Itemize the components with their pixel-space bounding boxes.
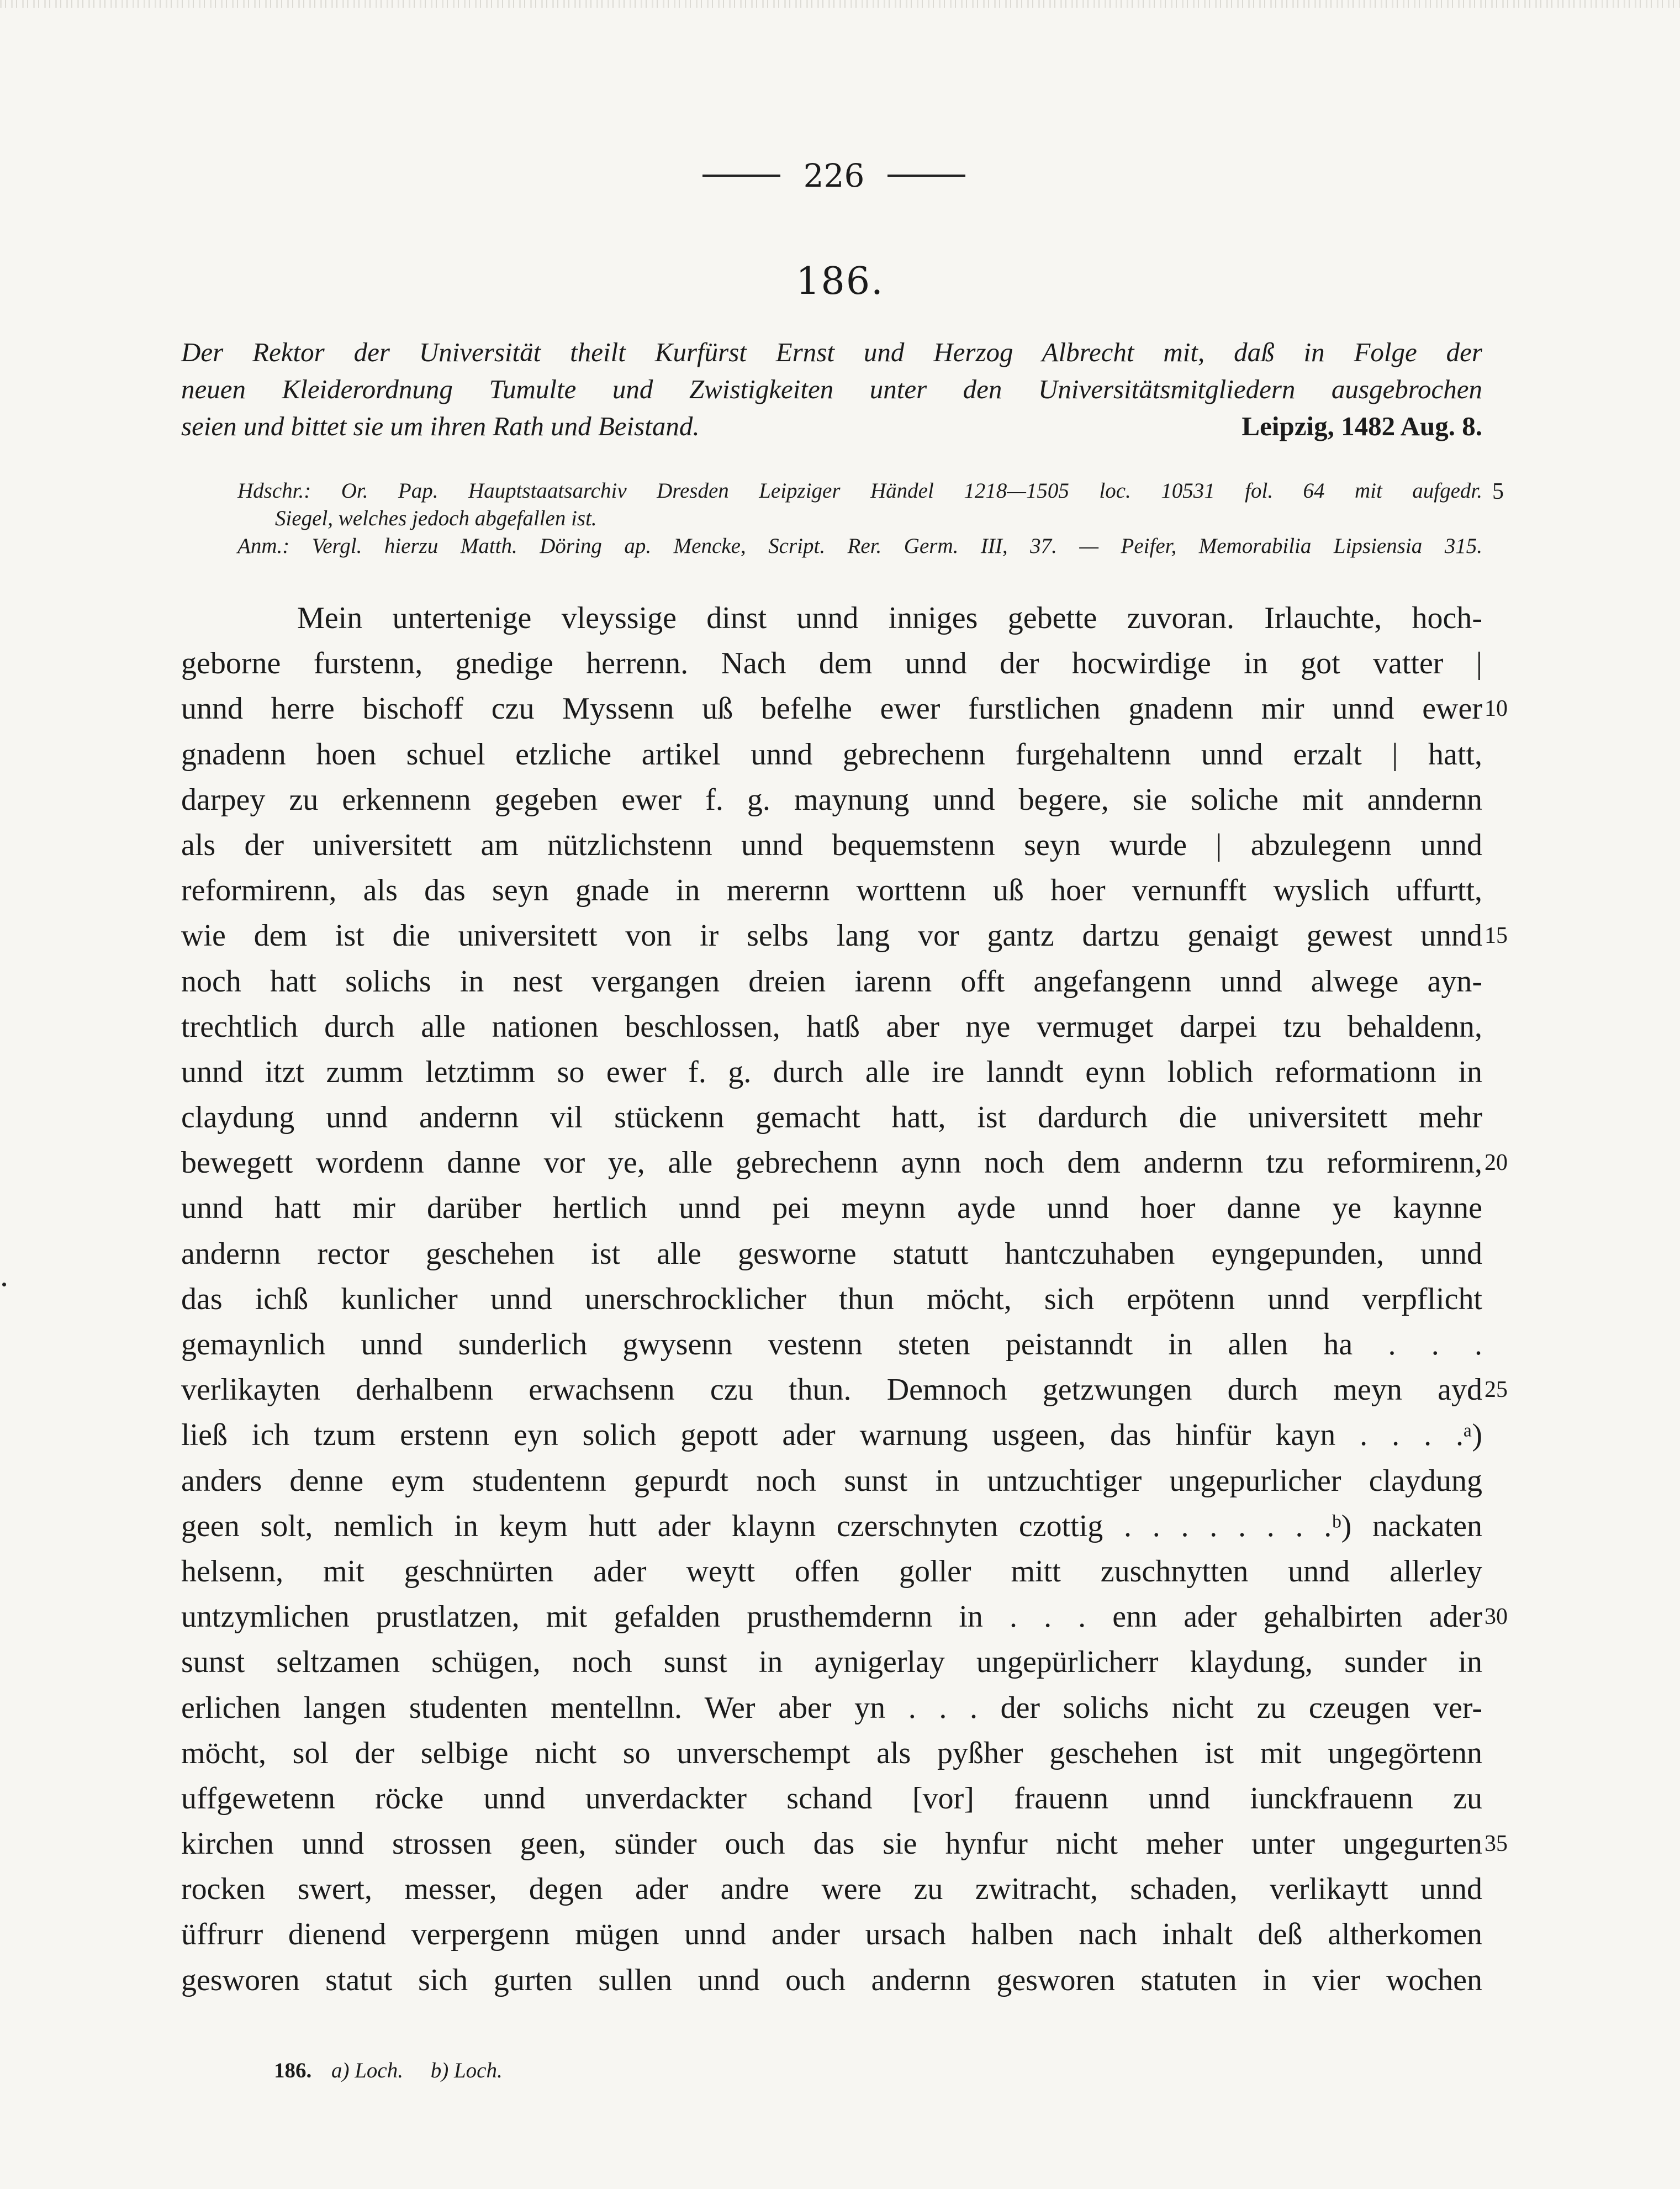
body-line: [181, 1549, 1482, 1594]
body-line: [181, 1685, 1482, 1731]
body-line-text: andernn rector geschehen ist alle gesworne statutt hantczuhaben eyngepunden, unnd: [181, 1236, 1482, 1271]
body-line: [181, 732, 1482, 777]
line-number: 30: [1484, 1604, 1508, 1630]
footnote-item: b) Loch.: [430, 2059, 503, 2082]
footnotes: [274, 2058, 525, 2083]
page-number: 226: [803, 157, 865, 194]
line-number: 25: [1484, 1377, 1508, 1403]
body-line-text: erlichen langen studenten mentellnn. Wer aber yn . . . der solichs nicht zu czeugen ver-: [181, 1690, 1482, 1725]
body-line-text: wie dem ist die universitett von ir selbs lang vor gantz dartzu genaigt gewest unnd: [181, 919, 1482, 953]
source-line: Hdschr.: Or. Pap. Hauptstaatsarchiv Dresden Leipziger Händel 1218—1505 loc. 10531 fol. 64 mit aufgedr.: [237, 479, 1482, 503]
body-line-text: reformirenn, als das seyn gnade in merernn worttenn uß hoer vernunfft wyslich uffurtt,: [181, 873, 1482, 908]
body-line: [181, 1821, 1508, 1866]
body-line: [181, 1277, 1482, 1322]
body-line-text: claydung unnd andernn vil stückenn gemacht hatt, ist dardurch die universitett mehr: [181, 1100, 1482, 1135]
body-line: [181, 777, 1482, 822]
body-line-text: möcht, sol der selbige nicht so unverschempt als pyßher geschehen ist mit ungegörtenn: [181, 1736, 1482, 1770]
body-line-text: anders denne eym studentenn gepurdt noch sunst in untzuchtiger ungepurlicher claydung: [181, 1463, 1482, 1498]
body-line: [181, 959, 1482, 1004]
body-line-text: unnd itzt zumm letztimm so ewer f. g. durch alle ire lanndt eynn loblich reformationn in: [181, 1054, 1482, 1089]
body-line-text: gesworen statut sich gurten sullen unnd ouch andernn gesworen statuten in vier wochen: [181, 1963, 1482, 1997]
scan-edge-noise: [0, 0, 1680, 8]
body-line-text: darpey zu erkennenn gegeben ewer f. g. maynung unnd begere, sie soliche mit anndernn: [181, 782, 1482, 817]
body-line: [181, 1049, 1482, 1095]
line-number: 5: [1492, 479, 1504, 504]
body-line: [181, 1776, 1482, 1821]
body-line: [181, 1322, 1482, 1367]
body-line-text: noch hatt solichs in nest vergangen dreien iarenn offt angefangenn unnd alwege ayn-: [181, 964, 1482, 999]
body-line-text: helsenn, mit geschnürten ader weytt offen goller mitt zuschnytten unnd allerley: [181, 1554, 1482, 1589]
body-line-text: üffrurr dienend verpergenn mügen unnd ander ursach halben nach inhalt deß altherkomen: [181, 1917, 1482, 1952]
line-number: 15: [1484, 923, 1508, 949]
body-line: [181, 1095, 1482, 1140]
body-line: [181, 822, 1482, 868]
body-line: [181, 686, 1508, 731]
body-line-text: unnd herre bischoff czu Myssenn uß befelhe ewer furstlichen gnadenn mir unnd ewer: [181, 692, 1482, 726]
letter-body: [181, 595, 1508, 2003]
body-line-text: geen solt, nemlich in keym hutt ader klaynn czerschnyten czottig . . . . . . . .ᵇ) nackaten: [181, 1508, 1482, 1543]
body-line: [181, 1367, 1508, 1412]
body-line: [181, 595, 1482, 641]
body-line-text: rocken swert, messer, degen ader andre were zu zwitracht, schaden, verlikaytt unnd: [181, 1872, 1482, 1907]
line-number: 35: [1484, 1831, 1508, 1857]
body-line-text: unnd hatt mir darüber hertlich unnd pei meynn ayde unnd hoer danne ye kaynne: [181, 1191, 1482, 1226]
body-line-text: kirchen unnd strossen geen, sünder ouch das sie hynfur nicht meher unter ungegurten: [181, 1827, 1482, 1861]
body-line-text: untzymlichen prustlatzen, mit gefalden prusthemdernn in . . . enn ader gehalbirten ader: [181, 1600, 1482, 1634]
footnote-document-number: 186.: [274, 2059, 312, 2082]
document-summary: [181, 334, 1482, 445]
body-line: [181, 1866, 1482, 1912]
body-line: [181, 1594, 1508, 1639]
body-line-text: das ichß kunlicher unnd unerschrocklicher thun möcht, sich erpötenn unnd verpflicht: [181, 1281, 1482, 1316]
body-line: [181, 1185, 1482, 1231]
summary-line: seien und bittet sie um ihren Rath und Beistand.: [181, 411, 700, 441]
body-line: [181, 1458, 1482, 1504]
body-line-text: sunst seltzamen schügen, noch sunst in aynigerlay ungepürlicherr klaydung, sunder in: [181, 1645, 1482, 1680]
body-line: [181, 1004, 1482, 1049]
body-line-text: bewegett wordenn danne vor ye, alle gebrechenn aynn noch dem andernn tzu reformirenn,: [181, 1146, 1482, 1180]
body-line: [181, 1731, 1482, 1776]
body-line-text: uffgewetenn röcke unnd unverdackter schand [vor] frauenn unnd iunckfrauenn zu: [181, 1781, 1482, 1816]
body-line-text: geborne furstenn, gnedige herrenn. Nach dem unnd der hocwirdige in got vatter |: [181, 646, 1482, 681]
body-line: [181, 1504, 1482, 1549]
body-line: [181, 1140, 1508, 1185]
body-line: [181, 1639, 1482, 1685]
body-line-text: trechtlich durch alle nationen beschlossen, hatß aber nye vermuget darpei tzu behaldenn,: [181, 1009, 1482, 1044]
body-line-text: gnadenn hoen schuel etzliche artikel unnd gebrechenn furgehaltenn unnd erzalt | hatt,: [181, 737, 1482, 772]
place-date: Leipzig, 1482 Aug. 8.: [1241, 411, 1482, 441]
document-number: 186.: [796, 260, 884, 303]
source-line: Siegel, welches jedoch abgefallen ist.: [275, 507, 597, 530]
body-line: [181, 913, 1508, 958]
body-line: [181, 1958, 1482, 2003]
header-rule-left: [702, 175, 780, 177]
body-line: [181, 1912, 1482, 1957]
body-line-text: Mein untertenige vleyssige dinst unnd inniges gebette zuvoran. Irlauchte, hoch-: [297, 601, 1482, 635]
body-line: [181, 1231, 1482, 1277]
summary-last-line: [181, 408, 1482, 445]
header-rule-right: [887, 175, 965, 177]
page-header: [679, 156, 989, 195]
body-line: [181, 641, 1482, 686]
summary-line: neuen Kleiderordnung Tumulte und Zwistigkeiten unter den Universitätsmitgliedern ausgebrochen: [181, 374, 1482, 404]
body-line-text: verlikayten derhalbenn erwachsenn czu thun. Demnoch getzwungen durch meyn ayd: [181, 1373, 1482, 1407]
body-line: [181, 868, 1482, 913]
line-number: 20: [1484, 1150, 1508, 1176]
body-line-text: ließ ich tzum erstenn eyn solich gepott ader warnung usgeen, das hinfür kayn . . . .ᵃ): [181, 1418, 1482, 1453]
body-line: [181, 1412, 1482, 1458]
body-line-text: als der universitett am nützlichstenn unnd bequemstenn seyn wurde | abzulegenn unnd: [181, 827, 1482, 862]
footnote-item: a) Loch.: [331, 2059, 403, 2082]
summary-line: Der Rektor der Universität theilt Kurfürst Ernst und Herzog Albrecht mit, daß in Folge der: [181, 337, 1482, 367]
scan-speck: [2, 1283, 6, 1286]
source-notes: [237, 477, 1482, 560]
source-line: Anm.: Vergl. hierzu Matth. Döring ap. Mencke, Script. Rer. Germ. III, 37. — Peifer, Memorabilia Lipsiensia 315.: [237, 534, 1482, 558]
body-line-text: gemaynlich unnd sunderlich gwysenn vestenn steten peistanndt in allen ha . . .: [181, 1327, 1482, 1362]
line-number: 10: [1484, 696, 1508, 722]
